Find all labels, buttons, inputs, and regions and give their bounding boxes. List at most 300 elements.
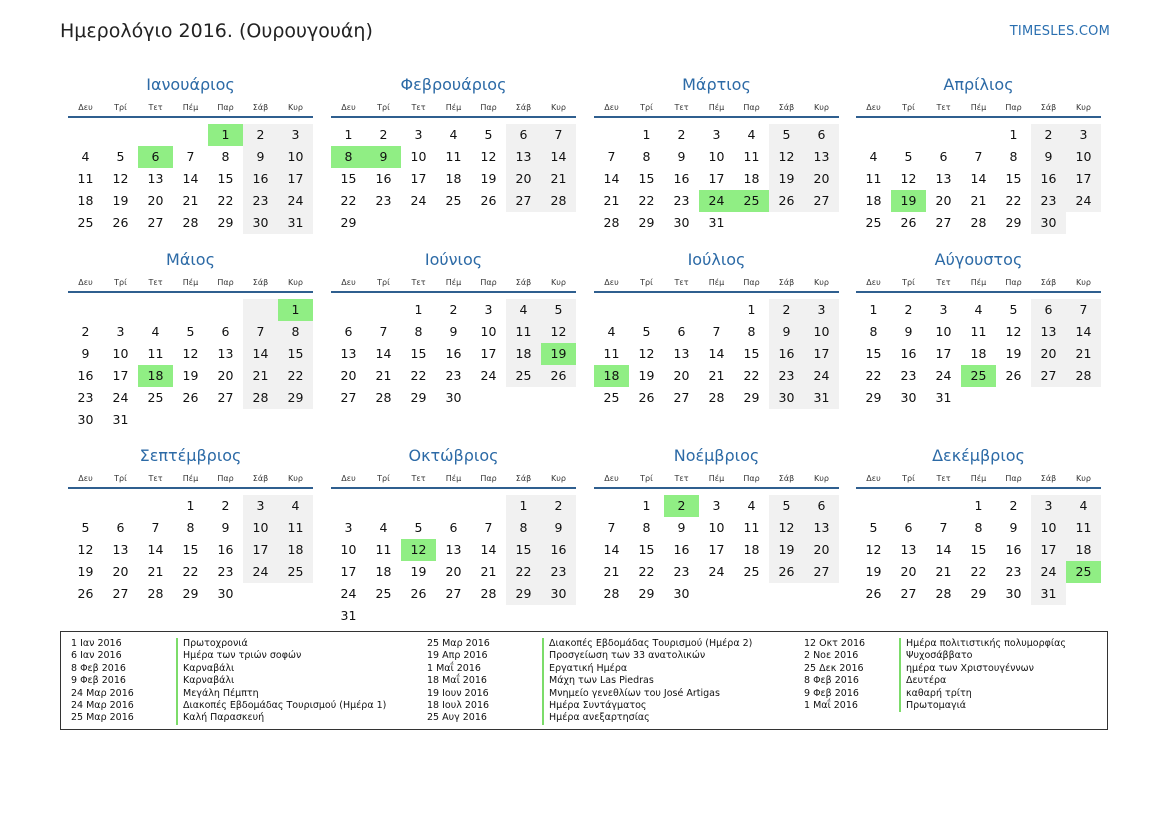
legend-holiday-name: Καρναβάλι: [176, 675, 234, 687]
day-cell: 4: [506, 299, 541, 321]
week-row: [856, 168, 1101, 190]
day-cell: 22: [970, 564, 987, 579]
week-row: [856, 495, 1101, 517]
day-cell: 30: [217, 586, 234, 601]
legend-entry: [804, 662, 1034, 675]
week-row: [68, 561, 313, 583]
week-row: [68, 583, 313, 605]
day-cell: 18: [1066, 539, 1101, 561]
empty-cell: [471, 387, 506, 409]
day-cell: 27: [340, 390, 357, 405]
weekday-label: Κυρ: [814, 103, 829, 112]
weekday-label: Παρ: [1005, 103, 1022, 112]
day-cell: 7: [243, 321, 278, 343]
day-cell: 7: [151, 520, 160, 535]
day-cell: 8: [331, 146, 366, 168]
day-cell: 29: [410, 390, 427, 405]
week-row: [594, 387, 839, 409]
day-cell: 5: [642, 324, 651, 339]
day-cell: 14: [603, 171, 620, 186]
day-cell: 2: [769, 299, 804, 321]
day-cell: 11: [865, 171, 882, 186]
legend-entry: [71, 662, 235, 675]
legend-date: 19 Ιουν 2016: [427, 687, 489, 699]
day-cell: 19: [77, 564, 94, 579]
day-cell: 21: [970, 193, 987, 208]
day-cell: 7: [379, 324, 388, 339]
day-cell: 27: [935, 215, 952, 230]
day-cell: 23: [445, 368, 462, 383]
day-cell: 11: [77, 171, 94, 186]
day-cell: 27: [673, 390, 690, 405]
day-cell: 6: [138, 146, 173, 168]
day-cell: 10: [935, 324, 952, 339]
day-cell: 15: [638, 171, 655, 186]
weekday-label: Παρ: [217, 278, 234, 287]
empty-cell: [699, 583, 734, 605]
weekday-label: Κυρ: [814, 278, 829, 287]
empty-cell: [243, 299, 278, 321]
day-cell: 1: [506, 495, 541, 517]
day-cell: 13: [445, 542, 462, 557]
day-cell: 24: [699, 190, 734, 212]
weekday-label: Τρί: [114, 103, 127, 112]
day-cell: 26: [638, 390, 655, 405]
day-cell: 3: [344, 520, 353, 535]
legend-date: 9 Φεβ 2016: [804, 687, 859, 699]
weekday-label: Δευ: [341, 278, 356, 287]
day-cell: 19: [769, 168, 804, 190]
legend-date: 19 Απρ 2016: [427, 650, 488, 662]
weekday-label: Κυρ: [1076, 103, 1091, 112]
weekday-label: Παρ: [217, 474, 234, 483]
legend-holiday-name: Μεγάλη Πέμπτη: [176, 688, 259, 700]
day-cell: 11: [375, 542, 392, 557]
day-cell: 25: [603, 390, 620, 405]
weekday-label: Παρ: [743, 278, 760, 287]
weekday-label: Παρ: [480, 278, 497, 287]
month-block: [331, 74, 576, 234]
weekday-header: [331, 467, 576, 489]
week-row: [594, 343, 839, 365]
weekday-header: [856, 271, 1101, 293]
day-cell: 6: [804, 495, 839, 517]
day-cell: 27: [217, 390, 234, 405]
day-cell: 25: [961, 365, 996, 387]
week-row: [331, 190, 576, 212]
day-cell: 14: [541, 146, 576, 168]
day-cell: 28: [603, 215, 620, 230]
weekday-label: Κυρ: [551, 474, 566, 483]
weekday-label: Δευ: [866, 278, 881, 287]
empty-cell: [436, 212, 471, 234]
weekday-label: Δευ: [604, 278, 619, 287]
empty-cell: [401, 212, 436, 234]
legend-entry: [71, 699, 387, 712]
day-cell: 22: [638, 193, 655, 208]
day-cell: 18: [375, 564, 392, 579]
weekday-label: Πέμ: [182, 103, 199, 112]
day-cell: 13: [147, 171, 164, 186]
day-cell: 27: [506, 190, 541, 212]
day-cell: 12: [769, 146, 804, 168]
empty-cell: [471, 495, 506, 517]
weekday-label: Τετ: [674, 103, 689, 112]
weekday-label: Παρ: [480, 474, 497, 483]
day-cell: 16: [243, 168, 278, 190]
day-cell: 29: [1005, 215, 1022, 230]
empty-cell: [541, 605, 576, 627]
weekday-label: Δευ: [78, 474, 93, 483]
day-cell: 4: [607, 324, 616, 339]
weekday-header: [68, 467, 313, 489]
day-cell: 25: [278, 561, 313, 583]
day-cell: 15: [638, 542, 655, 557]
empty-cell: [629, 299, 664, 321]
empty-cell: [68, 124, 103, 146]
day-cell: 4: [974, 302, 983, 317]
legend-date: 8 Φεβ 2016: [804, 675, 859, 687]
day-cell: 3: [804, 299, 839, 321]
day-cell: 22: [278, 365, 313, 387]
week-row: [594, 583, 839, 605]
week-row: [856, 365, 1101, 387]
day-cell: 1: [344, 127, 353, 142]
empty-cell: [173, 409, 208, 431]
page-title: Ημερολόγιο 2016. (Ουρουγουάη): [60, 20, 373, 42]
empty-cell: [1066, 387, 1101, 409]
weekday-label: Σάβ: [1040, 103, 1057, 112]
week-row: [856, 539, 1101, 561]
day-cell: 3: [278, 124, 313, 146]
day-cell: 7: [186, 149, 195, 164]
weekday-header: [594, 271, 839, 293]
day-cell: 18: [743, 542, 760, 557]
day-cell: 8: [506, 517, 541, 539]
week-row: [68, 343, 313, 365]
day-cell: 29: [743, 390, 760, 405]
legend-holiday-name: Πρωτοχρονιά: [176, 638, 248, 650]
week-row: [68, 539, 313, 561]
day-cell: 20: [935, 193, 952, 208]
day-cell: 25: [734, 190, 769, 212]
day-cell: 14: [147, 542, 164, 557]
day-cell: 24: [410, 193, 427, 208]
day-cell: 31: [804, 387, 839, 409]
day-cell: 8: [747, 324, 756, 339]
day-cell: 27: [804, 190, 839, 212]
weekday-label: Δευ: [866, 103, 881, 112]
day-cell: 10: [340, 542, 357, 557]
day-cell: 23: [769, 365, 804, 387]
weekday-header: [856, 467, 1101, 489]
day-cell: 23: [673, 193, 690, 208]
day-cell: 10: [708, 149, 725, 164]
day-cell: 14: [480, 542, 497, 557]
week-row: [331, 343, 576, 365]
week-row: [856, 387, 1101, 409]
empty-cell: [734, 583, 769, 605]
day-cell: 16: [769, 343, 804, 365]
week-row: [856, 190, 1101, 212]
weekday-header: [594, 467, 839, 489]
weekday-label: Τρί: [902, 278, 915, 287]
weekday-label: Τετ: [411, 474, 426, 483]
empty-cell: [996, 387, 1031, 409]
day-cell: 19: [541, 343, 576, 365]
day-cell: 7: [939, 520, 948, 535]
day-cell: 24: [278, 190, 313, 212]
day-cell: 7: [541, 124, 576, 146]
day-cell: 25: [743, 564, 760, 579]
day-cell: 20: [112, 564, 129, 579]
day-cell: 27: [445, 586, 462, 601]
day-cell: 14: [375, 346, 392, 361]
day-cell: 3: [484, 302, 493, 317]
legend-entry: [804, 638, 1066, 650]
day-cell: 2: [379, 127, 388, 142]
day-cell: 15: [410, 346, 427, 361]
empty-cell: [103, 124, 138, 146]
empty-cell: [208, 299, 243, 321]
day-cell: 4: [747, 127, 756, 142]
day-cell: 21: [147, 564, 164, 579]
weekday-label: Σάβ: [1040, 278, 1057, 287]
day-cell: 1: [414, 302, 423, 317]
day-cell: 9: [541, 517, 576, 539]
weekday-label: Τρί: [640, 103, 653, 112]
day-cell: 11: [278, 517, 313, 539]
legend-holiday-name: Ψυχοσάββατο: [899, 650, 972, 662]
empty-cell: [926, 495, 961, 517]
day-cell: 5: [484, 127, 493, 142]
day-cell: 28: [970, 215, 987, 230]
day-cell: 6: [506, 124, 541, 146]
weekday-label: Σάβ: [515, 474, 532, 483]
day-cell: 4: [747, 498, 756, 513]
empty-cell: [961, 124, 996, 146]
empty-cell: [506, 387, 541, 409]
legend-column-2: [427, 638, 753, 725]
weekday-label: Παρ: [1005, 278, 1022, 287]
day-cell: 20: [147, 193, 164, 208]
day-cell: 30: [1005, 586, 1022, 601]
day-cell: 13: [506, 146, 541, 168]
day-cell: 12: [865, 542, 882, 557]
day-cell: 9: [243, 146, 278, 168]
day-cell: 19: [480, 171, 497, 186]
day-cell: 13: [1031, 321, 1066, 343]
legend-entry: [71, 638, 248, 650]
legend-entry: [804, 687, 972, 700]
day-cell: 13: [804, 517, 839, 539]
day-cell: 9: [677, 149, 686, 164]
day-cell: 26: [769, 561, 804, 583]
month-block: [331, 249, 576, 409]
day-cell: 26: [77, 586, 94, 601]
day-cell: 25: [77, 215, 94, 230]
day-cell: 5: [541, 299, 576, 321]
day-cell: 12: [480, 149, 497, 164]
legend-date: 25 Μαρ 2016: [71, 712, 134, 724]
day-cell: 14: [708, 346, 725, 361]
weekday-label: Τετ: [936, 278, 951, 287]
legend-date: 2 Νοε 2016: [804, 650, 859, 662]
day-cell: 15: [278, 343, 313, 365]
day-cell: 2: [1009, 498, 1018, 513]
day-cell: 17: [804, 343, 839, 365]
empty-cell: [506, 212, 541, 234]
week-row: [68, 299, 313, 321]
legend-entry: [804, 650, 973, 662]
empty-cell: [699, 299, 734, 321]
day-cell: 12: [1005, 324, 1022, 339]
day-cell: 30: [1031, 212, 1066, 234]
empty-cell: [769, 212, 804, 234]
day-cell: 14: [182, 171, 199, 186]
day-cell: 23: [217, 564, 234, 579]
day-cell: 4: [278, 495, 313, 517]
day-cell: 24: [935, 368, 952, 383]
week-row: [68, 409, 313, 431]
day-cell: 8: [642, 149, 651, 164]
day-cell: 14: [1066, 321, 1101, 343]
day-cell: 6: [939, 149, 948, 164]
week-row: [68, 124, 313, 146]
day-cell: 17: [708, 542, 725, 557]
day-cell: 9: [1031, 146, 1066, 168]
day-cell: 7: [607, 149, 616, 164]
legend-holiday-name: Διακοπές Εβδομάδας Τουρισμού (Ημέρα 1): [176, 700, 386, 712]
holiday-legend: [60, 631, 1108, 730]
weekday-label: Δευ: [604, 103, 619, 112]
day-cell: 22: [506, 561, 541, 583]
day-cell: 24: [340, 586, 357, 601]
empty-cell: [173, 299, 208, 321]
day-cell: 11: [506, 321, 541, 343]
weekday-label: Τετ: [411, 103, 426, 112]
weekday-label: Τετ: [674, 278, 689, 287]
day-cell: 16: [673, 542, 690, 557]
day-cell: 12: [638, 346, 655, 361]
week-row: [68, 321, 313, 343]
day-cell: 8: [974, 520, 983, 535]
day-cell: 31: [340, 608, 357, 623]
day-cell: 30: [445, 390, 462, 405]
day-cell: 17: [278, 168, 313, 190]
empty-cell: [541, 387, 576, 409]
day-cell: 2: [677, 127, 686, 142]
legend-date: 25 Αυγ 2016: [427, 712, 487, 724]
day-cell: 9: [904, 324, 913, 339]
empty-cell: [471, 212, 506, 234]
day-cell: 23: [1031, 190, 1066, 212]
weekday-label: Κυρ: [288, 278, 303, 287]
day-cell: 18: [970, 346, 987, 361]
day-cell: 24: [804, 365, 839, 387]
day-cell: 14: [243, 343, 278, 365]
day-cell: 25: [865, 215, 882, 230]
day-cell: 10: [480, 324, 497, 339]
day-cell: 24: [708, 564, 725, 579]
day-cell: 8: [414, 324, 423, 339]
week-row: [68, 190, 313, 212]
day-cell: 13: [112, 542, 129, 557]
day-cell: 19: [769, 539, 804, 561]
day-cell: 2: [81, 324, 90, 339]
week-row: [68, 212, 313, 234]
legend-holiday-name: Ημέρα των τριών σοφών: [176, 650, 301, 662]
day-cell: 20: [1031, 343, 1066, 365]
day-cell: 29: [182, 586, 199, 601]
day-cell: 23: [77, 390, 94, 405]
week-row: [331, 539, 576, 561]
day-cell: 11: [1066, 517, 1101, 539]
legend-date: 18 Ιουλ 2016: [427, 699, 490, 711]
week-row: [856, 343, 1101, 365]
day-cell: 23: [541, 561, 576, 583]
week-row: [856, 124, 1101, 146]
legend-date: 24 Μαρ 2016: [71, 699, 134, 711]
week-row: [594, 539, 839, 561]
month-block: [856, 445, 1101, 605]
empty-cell: [243, 583, 278, 605]
legend-holiday-name: Ημέρα πολιτιστικής πολυμορφίας: [899, 638, 1066, 650]
day-cell: 23: [243, 190, 278, 212]
day-cell: 18: [138, 365, 173, 387]
day-cell: 29: [638, 586, 655, 601]
day-cell: 3: [243, 495, 278, 517]
day-cell: 11: [743, 149, 760, 164]
day-cell: 19: [112, 193, 129, 208]
weekday-label: Πέμ: [708, 278, 725, 287]
weekday-label: Τετ: [936, 103, 951, 112]
weekday-label: Τρί: [640, 474, 653, 483]
day-cell: 23: [1005, 564, 1022, 579]
day-cell: 2: [541, 495, 576, 517]
day-cell: 29: [638, 215, 655, 230]
month-name: Ιούνιος: [424, 250, 483, 269]
month-block: [856, 249, 1101, 409]
day-cell: 13: [900, 542, 917, 557]
site-link[interactable]: TIMESLES.COM: [1009, 24, 1110, 39]
day-cell: 22: [182, 564, 199, 579]
weekday-label: Κυρ: [551, 103, 566, 112]
week-row: [331, 365, 576, 387]
day-cell: 19: [891, 190, 926, 212]
week-row: [594, 168, 839, 190]
weekday-label: Τρί: [377, 474, 390, 483]
empty-cell: [366, 212, 401, 234]
day-cell: 21: [480, 564, 497, 579]
day-cell: 2: [243, 124, 278, 146]
day-cell: 6: [804, 124, 839, 146]
day-cell: 3: [116, 324, 125, 339]
day-cell: 6: [677, 324, 686, 339]
week-row: [594, 146, 839, 168]
empty-cell: [804, 212, 839, 234]
day-cell: 8: [1009, 149, 1018, 164]
empty-cell: [401, 495, 436, 517]
day-cell: 4: [449, 127, 458, 142]
day-cell: 30: [243, 212, 278, 234]
day-cell: 17: [410, 171, 427, 186]
day-cell: 28: [1066, 365, 1101, 387]
week-row: [856, 299, 1101, 321]
empty-cell: [243, 409, 278, 431]
week-row: [68, 387, 313, 409]
day-cell: 4: [379, 520, 388, 535]
